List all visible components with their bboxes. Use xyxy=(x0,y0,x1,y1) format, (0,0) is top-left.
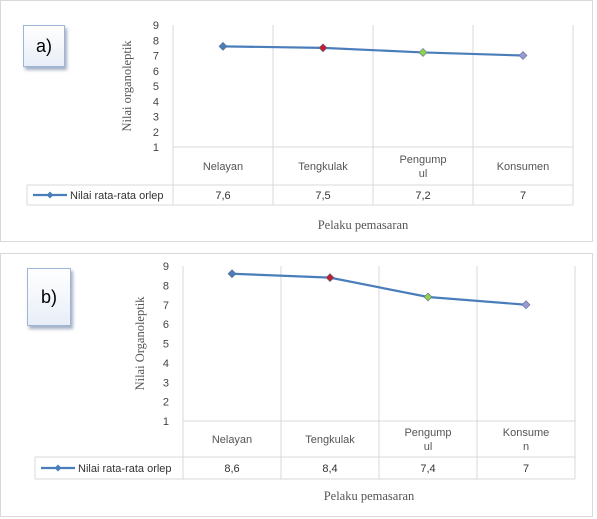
y-tick-label: 3 xyxy=(162,377,169,390)
legend-marker xyxy=(55,465,62,472)
y-tick-label: 2 xyxy=(152,126,159,139)
category-label: Pengump ul xyxy=(404,427,452,453)
x-axis-title: Pelaku pemasaran xyxy=(323,489,415,503)
category-label: Konsumen xyxy=(496,161,550,173)
y-tick-label: 9 xyxy=(152,20,159,32)
data-table-value: 7 xyxy=(522,463,530,475)
data-point-marker xyxy=(522,301,530,309)
y-tick-label: 1 xyxy=(152,142,159,154)
y-axis-title: Nilai Organoleptik xyxy=(133,296,147,391)
line-chart-a xyxy=(1,1,592,241)
y-tick-label: 4 xyxy=(162,357,169,370)
data-point-marker xyxy=(228,270,236,278)
data-table-value: 8,6 xyxy=(224,463,240,475)
y-tick-label: 3 xyxy=(152,111,159,124)
y-tick-label: 5 xyxy=(162,338,169,351)
data-table-value: 8,4 xyxy=(322,463,338,475)
category-label: Tengkulak xyxy=(305,434,355,446)
y-tick-label: 8 xyxy=(162,280,169,293)
y-tick-label: 9 xyxy=(162,261,169,273)
y-tick-label: 6 xyxy=(152,65,159,78)
chart-panel-b xyxy=(0,253,593,517)
data-point-marker xyxy=(319,44,327,52)
data-point-marker xyxy=(424,293,432,301)
data-table-value: 7,2 xyxy=(415,190,431,202)
category-label: Pengump ul xyxy=(399,154,447,180)
y-tick-label: 6 xyxy=(162,319,169,332)
data-table-value: 7 xyxy=(519,190,527,202)
y-tick-label: 7 xyxy=(162,299,169,312)
line-chart-b xyxy=(1,254,592,516)
data-point-marker xyxy=(419,48,427,56)
y-tick-label: 4 xyxy=(152,96,159,109)
y-tick-label: 5 xyxy=(152,81,159,93)
data-table-value: 7,5 xyxy=(315,190,331,202)
legend-marker xyxy=(47,192,54,199)
category-label: Nelayan xyxy=(202,161,244,173)
y-tick-label: 7 xyxy=(152,50,159,63)
panel-label-a: a) xyxy=(23,25,65,67)
legend-series-name: Nilai rata-rata orlep xyxy=(70,190,164,202)
data-point-marker xyxy=(519,52,527,60)
chart-panel-a xyxy=(0,0,593,242)
y-axis-title: Nilai organoleptik xyxy=(120,40,134,132)
data-table-value: 7,6 xyxy=(215,190,231,202)
category-label: Tengkulak xyxy=(298,161,348,173)
panel-label-b: b) xyxy=(27,268,71,326)
category-label: Konsume n xyxy=(502,427,550,453)
legend-series-name: Nilai rata-rata orlep xyxy=(78,463,172,475)
data-point-marker xyxy=(219,42,227,50)
category-label: Nelayan xyxy=(211,434,253,446)
y-tick-label: 2 xyxy=(162,396,169,409)
y-tick-label: 1 xyxy=(162,416,169,428)
data-point-marker xyxy=(326,274,334,282)
y-tick-label: 8 xyxy=(152,35,159,48)
data-table-value: 7,4 xyxy=(420,463,436,475)
x-axis-title: Pelaku pemasaran xyxy=(317,218,409,232)
